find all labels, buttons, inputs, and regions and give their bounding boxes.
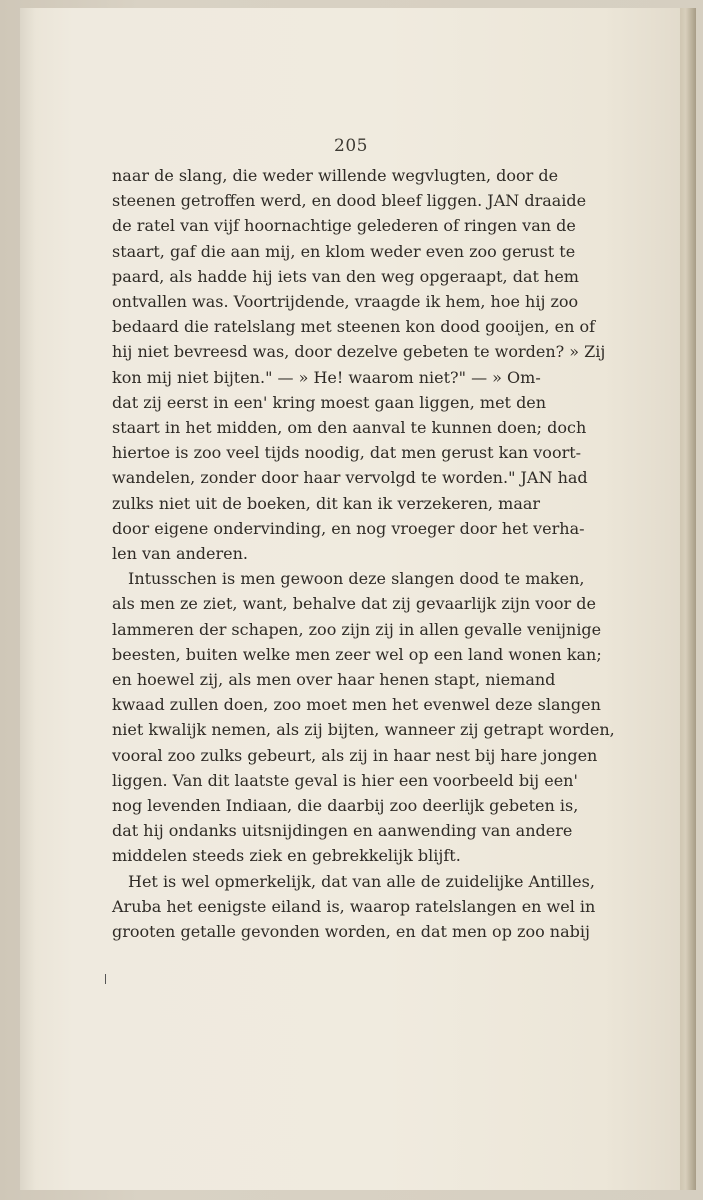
text-line: dat zij eerst in een' kring moest gaan liggen, met den bbox=[112, 392, 547, 412]
margin-mark bbox=[105, 974, 106, 984]
text-line: bedaard die ratelslang met steenen kon dood gooijen, en of bbox=[112, 317, 596, 337]
text-line: en hoewel zij, als men over haar henen stapt, niemand bbox=[112, 670, 556, 690]
text-line: Aruba het eenigste eiland is, waarop ratelslangen en wel in bbox=[112, 896, 596, 916]
text-line: beesten, buiten welke men zeer wel op een land wonen kan; bbox=[112, 644, 602, 664]
text-line: liggen. Van dit laatste geval is hier een voorbeeld bij een' bbox=[112, 770, 578, 790]
text-line: de ratel van vijf hoornachtige gelederen of ringen van de bbox=[112, 216, 576, 236]
text-line: middelen steeds ziek en gebrekkelijk blijft. bbox=[112, 846, 461, 866]
text-line: grooten getalle gevonden worden, en dat men op zoo nabij bbox=[112, 922, 590, 942]
text-line: len van anderen. bbox=[112, 544, 249, 564]
text-line: door eigene ondervinding, en nog vroeger door het verha- bbox=[112, 518, 585, 538]
text-line: nog levenden Indiaan, die daarbij zoo deerlijk gebeten is, bbox=[112, 796, 579, 816]
text-line: als men ze ziet, want, behalve dat zij gevaarlijk zijn voor de bbox=[112, 594, 596, 614]
text-line: zulks niet uit de boeken, dit kan ik verzekeren, maar bbox=[112, 493, 541, 513]
text-line: staart in het midden, om den aanval te kunnen doen; doch bbox=[112, 418, 587, 438]
text-line: lammeren der schapen, zoo zijn zij in allen gevalle venijnige bbox=[112, 619, 602, 639]
gutter-shadow bbox=[20, 8, 36, 1190]
text-line: dat hij ondanks uitsnijdingen en aanwending van andere bbox=[112, 821, 573, 841]
text-line: naar de slang, die weder willende wegvlugten, door de bbox=[112, 166, 559, 185]
book-page bbox=[20, 8, 682, 1190]
paragraph-start-line: Het is wel opmerkelijk, dat van alle de zuidelijke Antilles, bbox=[128, 871, 595, 891]
body-text bbox=[112, 163, 615, 944]
text-line: hiertoe is zoo veel tijds noodig, dat men gerust kan voort- bbox=[112, 443, 582, 463]
text-line: staart, gaf die aan mij, en klom weder even zoo gerust te bbox=[112, 241, 576, 261]
text-line: ontvallen was. Voortrijdende, vraagde ik hem, hoe hij zoo bbox=[112, 292, 579, 312]
text-line: vooral zoo zulks gebeurt, als zij in haar nest bij hare jongen bbox=[112, 745, 598, 765]
text-line: paard, als hadde hij iets van den weg opgeraapt, dat hem bbox=[112, 266, 579, 286]
page-number: 205 bbox=[334, 136, 368, 156]
paragraph-start-line: Intusschen is men gewoon deze slangen dood te maken, bbox=[128, 569, 585, 589]
text-line: wandelen, zonder door haar vervolgd te worden." JAN had bbox=[112, 468, 588, 488]
text-line: kwaad zullen doen, zoo moet men het evenwel deze slangen bbox=[112, 695, 601, 715]
text-line: kon mij niet bijten." — » He! waarom niet?" — » Om- bbox=[112, 367, 541, 387]
text-line: steenen getroffen werd, en dood bleef liggen. JAN draaide bbox=[112, 191, 587, 211]
text-line: niet kwalijk nemen, als zij bijten, wanneer zij getrapt worden, bbox=[112, 720, 615, 740]
page-edge bbox=[680, 8, 696, 1190]
text-line: hij niet bevreesd was, door dezelve gebeten te worden? » Zij bbox=[112, 342, 606, 362]
